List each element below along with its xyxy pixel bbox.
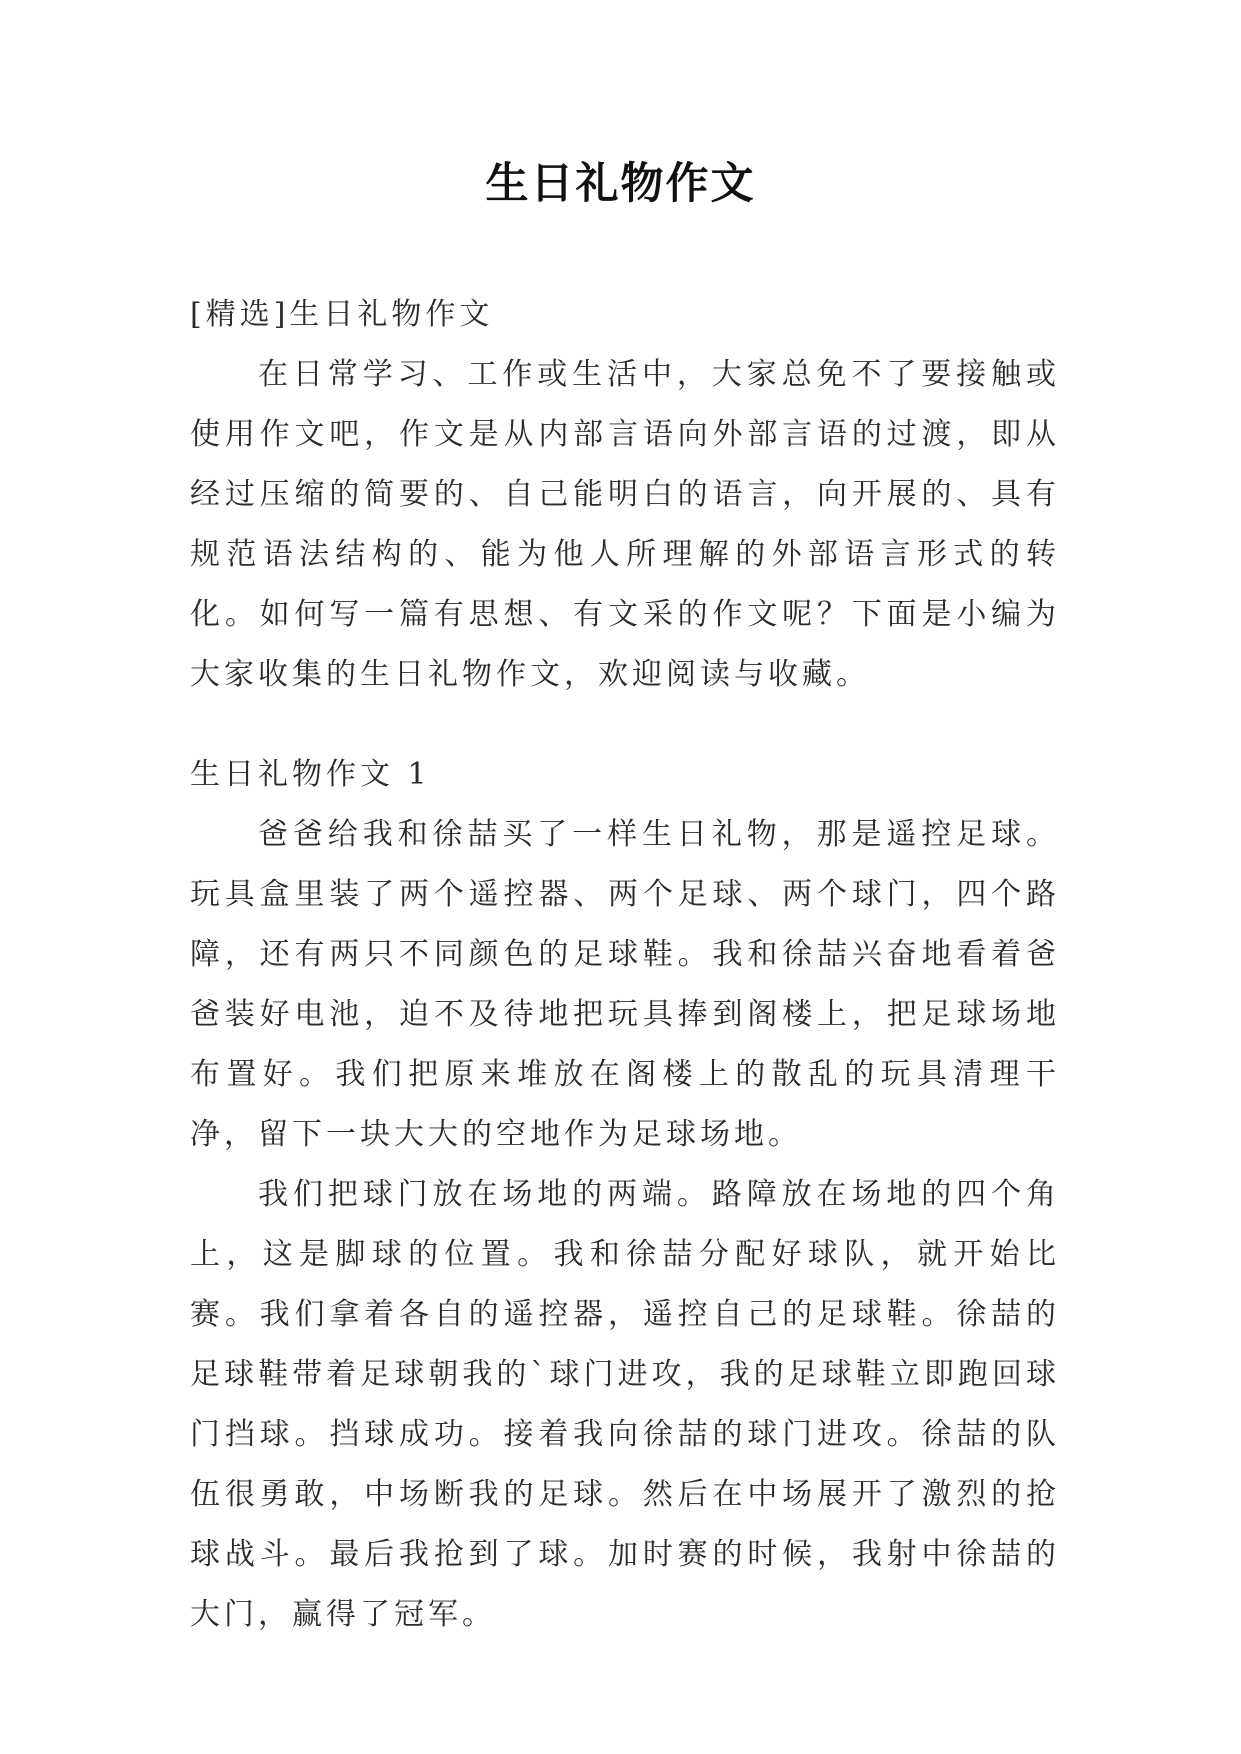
intro-paragraph: 在日常学习、工作或生活中，大家总免不了要接触或使用作文吧，作文是从内部言语向外部言语的过渡，即从经过压缩的简要的、自己能明白的语言，向开展的、具有规范语法结构的、能为他人所理解的外部语言形式的转化。如何写一篇有思想、有文采的作文呢？下面是小编为大家收集的生日礼物作文，欢迎阅读与收藏。 <box>190 357 1060 692</box>
essay-heading: 生日礼物作文 1 <box>190 757 431 792</box>
document-title: 生日礼物作文 <box>485 159 756 209</box>
document-subtitle: [精选]生日礼物作文 <box>190 297 494 332</box>
essay-paragraph: 爸爸给我和徐喆买了一样生日礼物，那是遥控足球。玩具盒里装了两个遥控器、两个足球、两个球门，四个路障，还有两只不同颜色的足球鞋。我和徐喆兴奋地看着爸爸装好电池，迫不及待地把玩具捧到阁楼上，把足球场地布置好。我们把原来堆放在阁楼上的散乱的玩具清理干净，留下一块大大的空地作为足球场地。 <box>190 817 1060 1152</box>
essay-paragraph: 我们把球门放在场地的两端。路障放在场地的四个角上，这是脚球的位置。我和徐喆分配好球队，就开始比赛。我们拿着各自的遥控器，遥控自己的足球鞋。徐喆的足球鞋带着足球朝我的`球门进攻，我的足球鞋立即跑回球门挡球。挡球成功。接着我向徐喆的球门进攻。徐喆的队伍很勇敢，中场断我的足球。然后在中场展开了激烈的抢球战斗。最后我抢到了球。加时赛的时候，我射中徐喆的大门，赢得了冠军。 <box>190 1177 1060 1632</box>
